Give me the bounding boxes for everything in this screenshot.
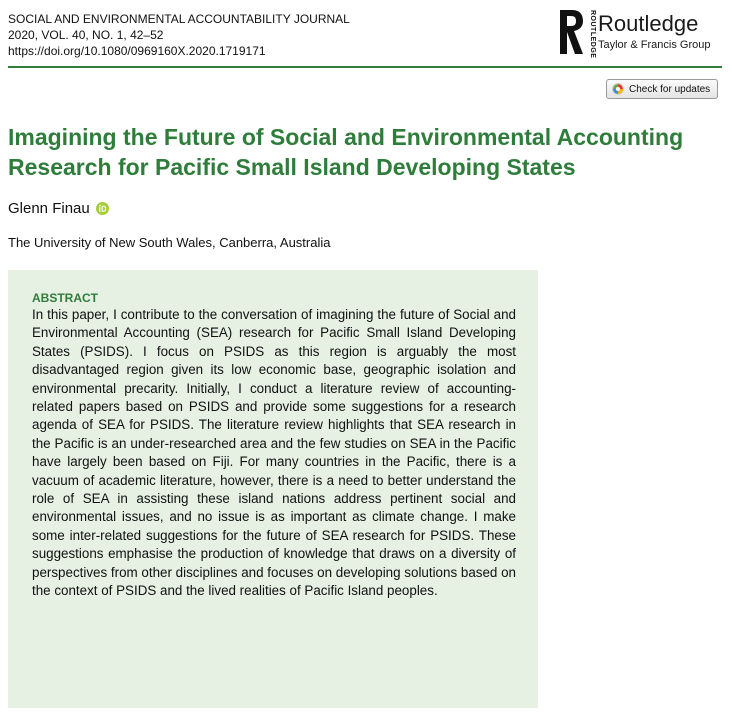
abstract-text: In this paper, I contribute to the conversation of imagining the future of Social and Environmental Accounting (SEA) research for Pacific Small Island Developing States (PSIDS). I focus on PSIDS as this region is arguably the most disadvantaged region given its low economic base, geographic isolation and environmental precarity. Initially, I conduct a literature review of accounting-related papers based on PSIDS and provide some suggestions for a research agenda of SEA for PSIDS. The literature review highlights that SEA research in the Pacific is an under-researched area and the few studies on SEA in the Pacific have largely been based on Fiji. For many countries in the Pacific, there is a vacuum of academic literature, however, there is a need to better understand the role of SEA in assisting these island nations address pertinent social and environmental issues, and no issue is as important as climate change. I make some inter-related suggestions for the future of SEA research for PSIDS. These suggestions emphasise the production of knowledge that draws on a diversity of perspectives from other disciplines and focuses on developing solutions based on the context of PSIDS and the lived realities of Pacific Island peoples. (32, 307, 516, 599)
abstract-section (8, 270, 538, 708)
header-divider (8, 66, 722, 68)
orcid-icon[interactable] (96, 202, 109, 215)
journal-doi-link[interactable]: https://doi.org/10.1080/0969160X.2020.1719171 (8, 44, 266, 58)
article-title: Imagining the Future of Social and Environmental Accounting Research for Pacific Small Island Developing States (8, 124, 684, 180)
author-name[interactable]: Glenn Finau (8, 200, 90, 217)
author-affiliation: The University of New South Wales, Canberra, Australia (8, 235, 331, 250)
publisher-vertical-text: ROUTLEDGE (589, 10, 596, 59)
routledge-r-logo-icon (556, 8, 586, 56)
check-for-updates-button[interactable] (606, 79, 718, 99)
author-row (8, 200, 109, 217)
crossmark-icon (612, 83, 624, 95)
journal-volume: 2020, VOL. 40, NO. 1, 42–52 (8, 28, 164, 42)
journal-info (8, 11, 350, 59)
journal-name: SOCIAL AND ENVIRONMENTAL ACCOUNTABILITY JOURNAL (8, 12, 350, 26)
publisher-logo (556, 6, 726, 58)
abstract-heading: ABSTRACT (32, 291, 98, 305)
check-for-updates-label: Check for updates (629, 83, 711, 95)
publisher-name: Routledge (598, 11, 699, 36)
publisher-subtitle: Taylor & Francis Group (598, 39, 711, 51)
